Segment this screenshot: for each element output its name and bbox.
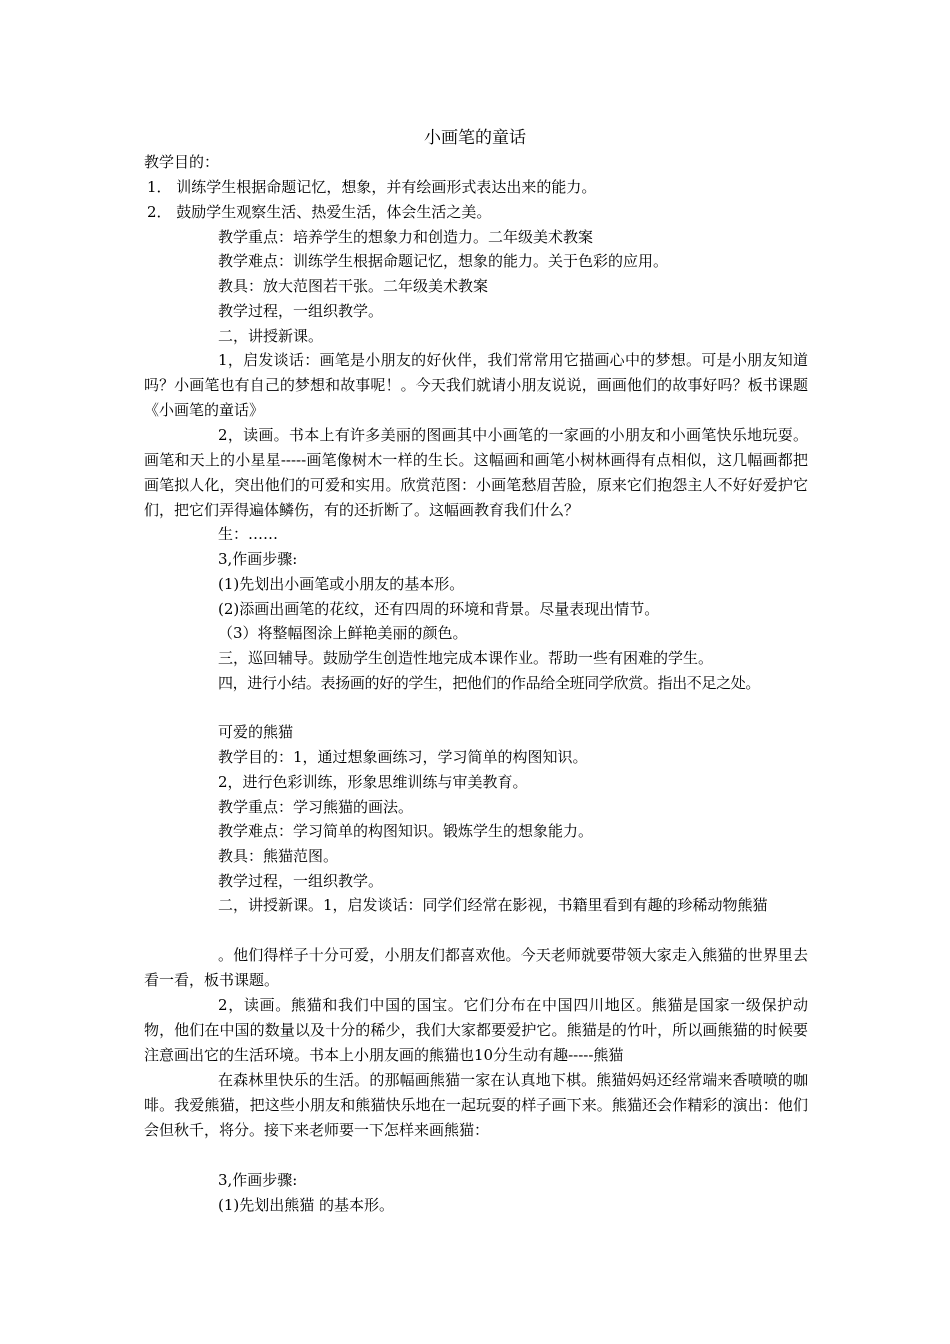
paragraph: 教学重点：学习熊猫的画法。: [218, 798, 414, 816]
paragraph: 2，进行色彩训练，形象思维训练与审美教育。: [218, 773, 528, 791]
paragraph: (2)添画出画笔的花纹，还有四周的环境和背景。尽量表现出情节。: [218, 600, 660, 618]
paragraph: 教学重点：培养学生的想象力和创造力。二年级美术教案: [218, 228, 594, 246]
paragraph: 教学过程，一组织教学。: [218, 872, 384, 890]
paragraph: 二，讲授新课。1，启发谈话：同学们经常在影视，书籍里看到有趣的珍稀动物熊猫: [218, 896, 768, 914]
paragraph-block: [144, 423, 808, 523]
paragraph: 生：……: [218, 525, 279, 543]
paragraph: (1)先划出熊猫 的基本形。: [218, 1196, 395, 1214]
paragraph: 2，读画。书本上有许多美丽的图画其中小画笔的一家画的小朋友和小画笔快乐地玩耍。画笔和天上的小星星-----画笔像树木一样的生长。这幅画和画笔小树林画得有点相似，这几幅画都把画笔拟人化，突出他们的可爱和实用。欣赏范图：小画笔愁眉苦脸，原来它们抱怨主人不好好爱护它们，把它们弄得遍体鳞伤，有的还折断了。这幅画教育我们什么？: [144, 426, 808, 519]
paragraph: 2，读画。熊猫和我们中国的国宝。它们分布在中国四川地区。熊猫是国家一级保护动物，他们在中国的数量以及十分的稀少，我们大家都要爱护它。熊猫是的竹叶，所以画熊猫的时候要注意画出它的生活环境。书本上小朋友画的熊猫也10分生动有趣-----熊猫: [144, 996, 808, 1064]
numbered-item: 1． 训练学生根据命题记忆，想象，并有绘画形式表达出来的能力。: [147, 178, 597, 196]
paragraph-block: [144, 348, 808, 423]
paragraph: 教学难点：训练学生根据命题记忆，想象的能力。关于色彩的应用。: [218, 252, 669, 270]
paragraph: 四，进行小结。表扬画的好的学生，把他们的作品给全班同学欣赏。指出不足之处。: [218, 674, 761, 692]
paragraph: 二，讲授新课。: [218, 327, 324, 345]
paragraph: 三，巡回辅导。鼓励学生创造性地完成本课作业。帮助一些有困难的学生。: [218, 649, 714, 667]
paragraph: 教学难点：学习简单的构图知识。锻炼学生的想象能力。: [218, 822, 594, 840]
paragraph: (1)先划出小画笔或小朋友的基本形。: [218, 575, 465, 593]
paragraph-block: [144, 943, 808, 993]
paragraph-block: [144, 993, 808, 1068]
document-title: 小画笔的童话: [424, 128, 526, 148]
paragraph: 教学目的：1，通过想象画练习，学习简单的构图知识。: [218, 748, 588, 766]
paragraph: 教学过程，一组织教学。: [218, 302, 384, 320]
paragraph: 1，启发谈话：画笔是小朋友的好伙伴，我们常常用它描画心中的梦想。可是小朋友知道吗？小画笔也有自己的梦想和故事呢！。今天我们就请小朋友说说，画画他们的故事好吗？板书课题《小画笔的童话》: [144, 351, 808, 419]
paragraph: （3）将整幅图涂上鲜艳美丽的颜色。: [218, 624, 468, 642]
paragraph-block: [144, 1068, 808, 1143]
paragraph: 。他们得样子十分可爱，小朋友们都喜欢他。今天老师就要带领大家走入熊猫的世界里去看一看，板书课题。: [144, 946, 808, 989]
paragraph: 3,作画步骤:: [218, 550, 298, 568]
paragraph: 教学目的：: [144, 153, 220, 171]
paragraph: 教具：放大范图若干张。二年级美术教案: [218, 277, 489, 295]
section-title: 可爱的熊猫: [218, 723, 294, 741]
paragraph: 教具：熊猫范图。: [218, 847, 339, 865]
paragraph: 3,作画步骤:: [218, 1171, 298, 1189]
paragraph: 在森林里快乐的生活。的那幅画熊猫一家在认真地下棋。熊猫妈妈还经常端来香喷喷的咖啡。我爱熊猫，把这些小朋友和熊猫快乐地在一起玩耍的样子画下来。熊猫还会作精彩的演出：他们会但秋千，将分。接下来老师要一下怎样来画熊猫：: [144, 1071, 808, 1139]
numbered-item: 2． 鼓励学生观察生活、热爱生活，体会生活之美。: [147, 203, 492, 221]
paragraph-block: [144, 893, 808, 918]
